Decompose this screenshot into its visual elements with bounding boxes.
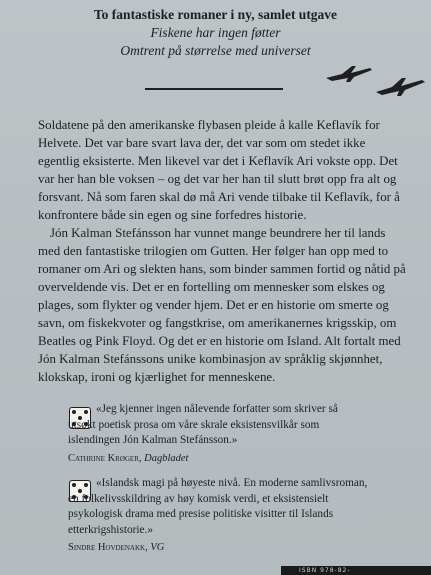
fighter-jets-illustration: [324, 62, 428, 100]
fighter-jet-icon: [376, 78, 425, 96]
review-attribution: Cathrine Krøger, Dagbladet: [68, 452, 189, 464]
review-2: [68, 476, 368, 556]
blurb-paragraph-2: Jón Kalman Stefánsson har vunnet mange beundrere her til lands med den fantastiske trilogien om Gutten. Her følger han opp med to romaner om Ari og slekten hans, som binder sammen fortid og nåtid på overveldende vis. Det er en fortelling om mennesker som elskes og plages, som flykter og vender hjem. Det er en historie om smerte og savn, om fiskekvoter og fangstkrise, om amerikanernes krigsskip, om Beatles og Pink Floyd. Og det er en historie om Island. Alt fortalt med Jón Kalman Stefánssons unike kombinasjon av språklig skjønnhet, klokskap, ironi og kjærlighet for menneskene.: [38, 226, 406, 384]
blurb: [38, 116, 410, 386]
blurb-paragraph-1: Soldatene på den amerikanske flybasen pleide å kalle Keflavík for Helvete. Det var bare svart lava der, det var som om stedet ikke egentlig eksisterte. Men likevel var det i Keflavík Ari vokste opp. Det var her han ble voksen – og det var her han til slutt brøt opp fra alt og forsvant. Nå som faren skal dø må Ari vende tilbake til Keflavík, for å konfrontere både sin egen og sine forfedres historie.: [38, 118, 400, 222]
review-author: Sindre Hovdenakk: [68, 542, 146, 553]
review-source: VG: [150, 542, 165, 553]
review-attribution: Sindre Hovdenakk, VG: [68, 542, 165, 553]
cover-header: [0, 6, 431, 60]
book-title-1: Fiskene har ingen føtter: [150, 25, 281, 40]
book-title-2: Omtrent på størrelse med universet: [120, 43, 311, 58]
review-quote: «Islandsk magi på høyeste nivå. En moderne samlivsroman, en folkelivsskildring av høy komisk verdi, et eksistensielt psykologisk drama med presise politiske visitter til Islands etterkrigshistorie.»: [68, 477, 368, 536]
review-source: Dagbladet: [144, 452, 189, 464]
review-1: [68, 402, 368, 466]
review-author: Cathrine Krøger: [68, 452, 139, 464]
header-divider: [145, 88, 283, 90]
barcode-strip: [281, 566, 431, 575]
fighter-jet-icon: [326, 66, 372, 82]
header-title: To fantastiske romaner i ny, samlet utgave: [93, 7, 338, 22]
barcode-text: ISBN 978-82-: [299, 567, 351, 574]
review-quote: «Jeg kjenner ingen nålevende forfatter som skriver så utsøkt poetisk prosa om våre skrale eksistensvilkår som islendingen Jón Kalman Stefánsson.»: [68, 403, 338, 446]
